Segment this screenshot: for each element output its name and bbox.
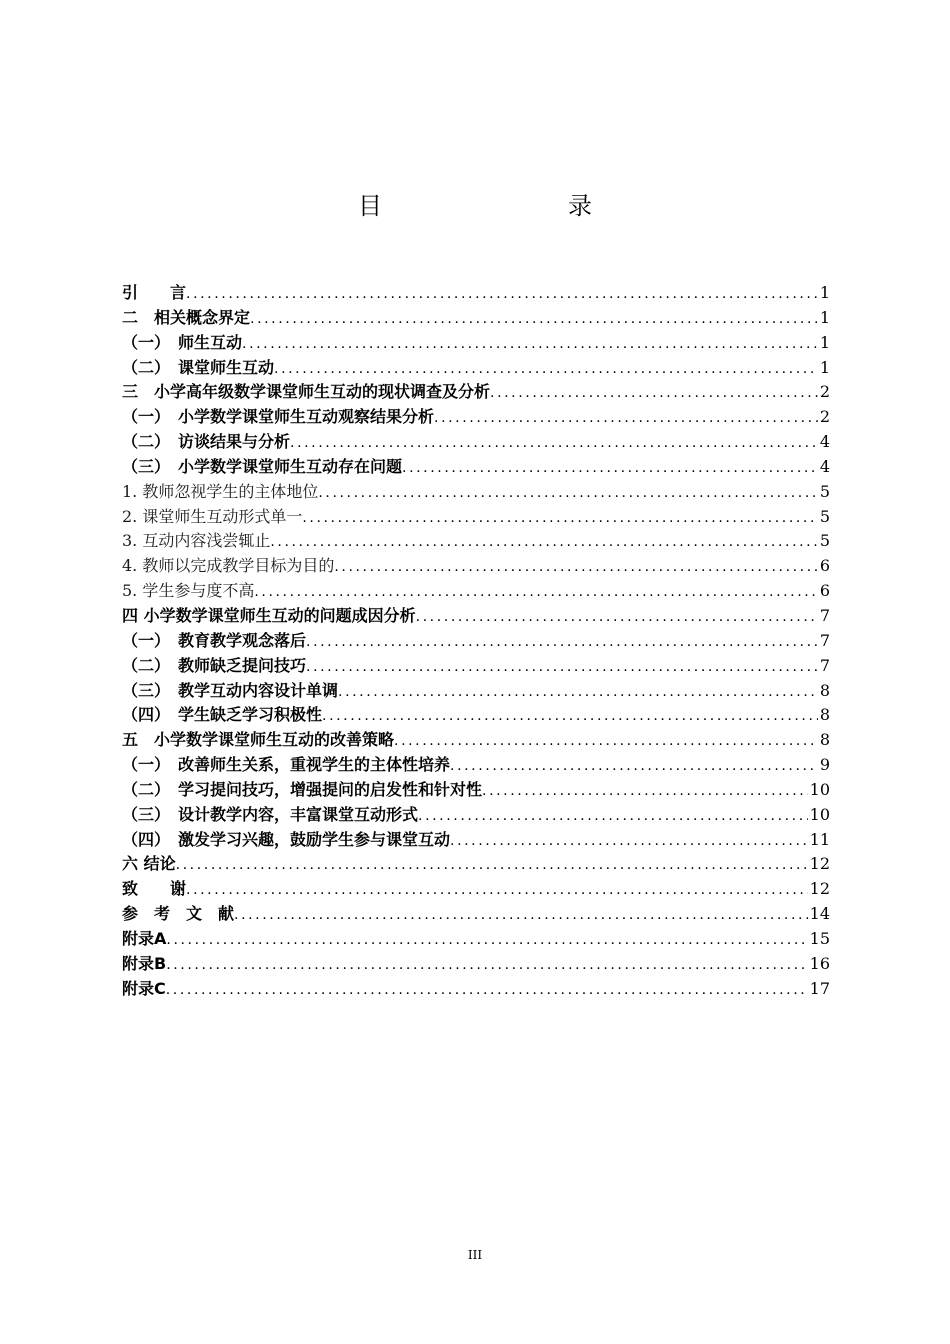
toc-entry-label: （二） 学习提问技巧，增强提问的启发性和针对性 (122, 779, 483, 799)
toc-entry-page: 8 (819, 705, 830, 725)
toc-entry[interactable] (122, 306, 830, 331)
toc-entry-label: （一） 小学数学课堂师生互动观察结果分析 (122, 407, 435, 427)
toc-entry[interactable] (122, 778, 830, 803)
toc-entry[interactable] (122, 455, 830, 480)
toc-entry-page: 8 (819, 680, 830, 700)
toc-entry-label: 5. 学生参与度不高 (122, 581, 255, 601)
toc-leader-dots (270, 530, 817, 554)
toc-entry-page: 5 (819, 531, 830, 551)
toc-entry-label: （二） 课堂师生互动 (122, 357, 275, 377)
toc-entry-page: 2 (819, 407, 830, 427)
toc-leader-dots (290, 431, 818, 455)
toc-entry-page: 10 (809, 779, 830, 799)
toc-entry-page: 7 (819, 630, 830, 650)
toc-entry-label: （三） 教学互动内容设计单调 (122, 680, 339, 700)
toc-leader-dots (394, 729, 818, 753)
toc-entry-label: 附录C (122, 978, 166, 998)
toc-leader-dots (334, 555, 817, 579)
toc-entry-label: 六 结论 (122, 854, 176, 874)
toc-entry-label: 五 小学数学课堂师生互动的改善策略 (122, 730, 395, 750)
toc-entry-label: （二） 访谈结果与分析 (122, 432, 291, 452)
toc-entry-page: 7 (819, 605, 830, 625)
toc-entry-label: 附录B (122, 953, 167, 973)
toc-leader-dots (490, 381, 818, 405)
toc-entry[interactable] (122, 380, 830, 405)
toc-entry-page: 12 (809, 854, 830, 874)
toc-entry-page: 1 (819, 283, 830, 302)
toc-entry-label: 3. 互动内容浅尝辄止 (122, 531, 271, 551)
page-number: III (467, 1248, 483, 1262)
toc-entry-label: （一） 师生互动 (122, 332, 243, 352)
toc-entry[interactable] (122, 927, 830, 952)
toc-entry-page: 2 (819, 382, 830, 402)
toc-entry-label: （一） 教育教学观念落后 (122, 630, 307, 650)
toc-leader-dots (302, 506, 817, 530)
toc-entry[interactable] (122, 753, 830, 778)
toc-leader-dots (166, 978, 808, 1002)
toc-entry-page: 1 (819, 357, 830, 377)
toc-entry-label: （四） 学生缺乏学习积极性 (122, 705, 323, 725)
page-title: 目 录 (358, 192, 638, 220)
toc-entry-page: 1 (819, 332, 830, 352)
toc-leader-dots (242, 332, 818, 356)
toc-entry[interactable] (122, 554, 830, 579)
toc-entry-label: 参 考 文 献 (122, 904, 235, 924)
toc-entry-label: 2. 课堂师生互动形式单一 (122, 506, 303, 526)
toc-entry-label: （一） 改善师生关系，重视学生的主体性培养 (122, 755, 451, 775)
toc-leader-dots (450, 829, 808, 853)
toc-leader-dots (186, 282, 818, 306)
toc-entry-page: 14 (809, 904, 830, 924)
toc-entry-page: 6 (819, 581, 830, 601)
toc-leader-dots (234, 903, 808, 927)
toc-leader-dots (418, 804, 808, 828)
toc-entry-label: 4. 教师以完成教学目标为目的 (122, 556, 335, 576)
toc-entry-label: 引 言 (122, 283, 187, 302)
toc-leader-dots (166, 928, 807, 952)
toc-leader-dots (254, 580, 817, 604)
toc-entry-page: 5 (819, 506, 830, 526)
toc-entry-label: （四） 激发学习兴趣，鼓励学生参与课堂互动 (122, 829, 451, 849)
toc-entry-page: 15 (809, 928, 830, 948)
toc-entry-page: 12 (809, 879, 830, 899)
toc-entry[interactable] (122, 952, 830, 977)
toc-entry-page: 7 (819, 655, 830, 675)
toc-entry[interactable] (122, 703, 830, 728)
toc-entry[interactable] (122, 654, 830, 679)
toc-entry-label: 致 谢 (122, 879, 187, 899)
toc-entry-page: 10 (809, 804, 830, 824)
toc-leader-dots (402, 456, 818, 480)
toc-leader-dots (176, 853, 808, 877)
toc-entry[interactable] (122, 505, 830, 530)
toc-leader-dots (416, 605, 818, 629)
toc-entry-label: （二） 教师缺乏提问技巧 (122, 655, 307, 675)
toc-leader-dots (338, 680, 818, 704)
toc-entry[interactable] (122, 579, 830, 604)
toc-entry-page: 1 (819, 307, 830, 327)
toc-leader-dots (450, 754, 818, 778)
toc-entry-label: 三 小学高年级数学课堂师生互动的现状调查及分析 (122, 382, 491, 402)
toc-entry[interactable] (122, 679, 830, 704)
toc-entry-label: （三） 小学数学课堂师生互动存在问题 (122, 456, 403, 476)
toc-leader-dots (274, 357, 818, 381)
toc-entry[interactable] (122, 281, 830, 306)
toc-entry-page: 8 (819, 730, 830, 750)
toc-entry-page: 11 (809, 829, 830, 849)
toc-leader-dots (306, 630, 818, 654)
toc-entry[interactable] (122, 480, 830, 505)
toc-leader-dots (322, 704, 818, 728)
toc-leader-dots (250, 307, 818, 331)
toc-entry[interactable] (122, 430, 830, 455)
toc-leader-dots (482, 779, 808, 803)
toc-entry[interactable] (122, 604, 830, 629)
toc-entry-label: 附录A (122, 928, 167, 948)
toc-entry[interactable] (122, 331, 830, 356)
toc-entry[interactable] (122, 803, 830, 828)
toc-leader-dots (434, 406, 818, 430)
toc-entry-page: 17 (809, 978, 830, 998)
table-of-contents (122, 281, 830, 1001)
toc-entry-label: 二 相关概念界定 (122, 307, 251, 327)
toc-entry[interactable] (122, 356, 830, 381)
toc-entry-page: 4 (819, 456, 830, 476)
toc-leader-dots (306, 655, 818, 679)
toc-entry-page: 6 (819, 556, 830, 576)
toc-entry[interactable] (122, 728, 830, 753)
toc-entry-page: 4 (819, 432, 830, 452)
toc-entry-page: 16 (809, 953, 830, 973)
toc-entry-label: （三） 设计教学内容，丰富课堂互动形式 (122, 804, 419, 824)
toc-entry-page: 9 (819, 755, 830, 775)
toc-entry[interactable] (122, 852, 830, 877)
toc-leader-dots (186, 878, 808, 902)
toc-entry[interactable] (122, 629, 830, 654)
toc-entry-label: 1. 教师忽视学生的主体地位 (122, 481, 319, 501)
toc-entry[interactable] (122, 828, 830, 853)
toc-entry[interactable] (122, 529, 830, 554)
toc-entry[interactable] (122, 877, 830, 902)
toc-entry[interactable] (122, 977, 830, 1002)
toc-entry[interactable] (122, 902, 830, 927)
toc-entry-page: 5 (819, 481, 830, 501)
toc-leader-dots (318, 481, 817, 505)
toc-leader-dots (166, 953, 807, 977)
toc-entry[interactable] (122, 405, 830, 430)
toc-entry-label: 四 小学数学课堂师生互动的问题成因分析 (122, 605, 416, 625)
